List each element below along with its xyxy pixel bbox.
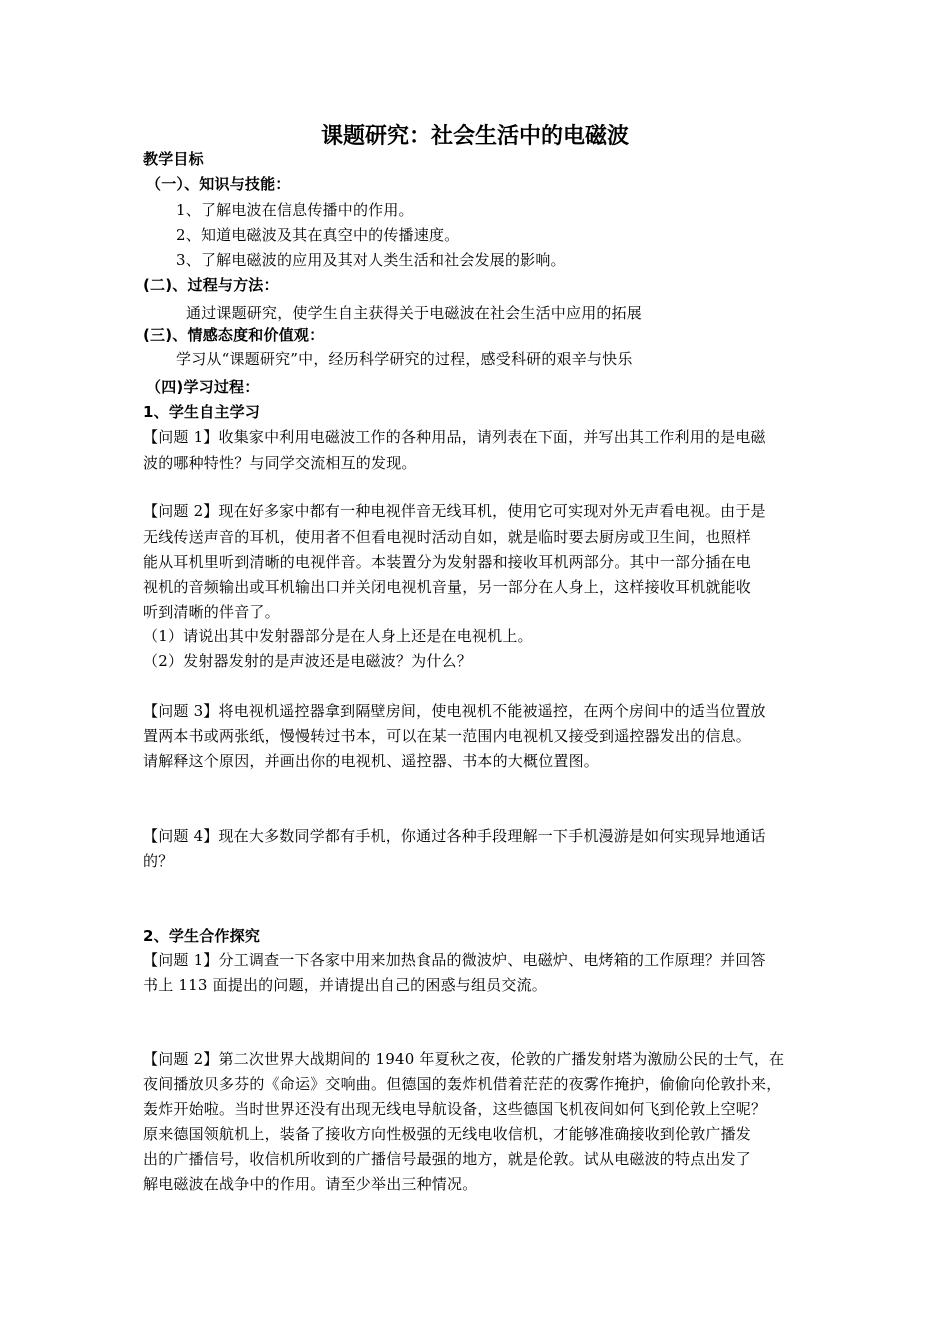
part1-q4-line: 的？ (143, 852, 174, 870)
part1-heading: 1、学生自主学习 (143, 403, 261, 421)
part2-q2-line: 【问题 2】第二次世界大战期间的 1940 年夏秋之夜，伦敦的广播发射塔为激励公民的士气，在 (143, 1050, 785, 1068)
section2-text: 通过课题研究，使学生自主获得关于电磁波在社会生活中应用的拓展 (186, 304, 643, 322)
section1-item-2: 2、知道电磁波及其在真空中的传播速度。 (176, 226, 460, 244)
part2-q2-line: 原来德国领航机上，装备了接收方向性极强的无线电收信机，才能够准确接收到伦敦广播发 (143, 1125, 752, 1143)
part1-q2-line: （1）请说出其中发射器部分是在人身上还是在电视机上。 (143, 627, 533, 645)
page-title: 课题研究：社会生活中的电磁波 (320, 124, 629, 149)
section3-text: 学习从“课题研究”中，经历科学研究的过程，感受科研的艰辛与快乐 (176, 350, 633, 368)
part1-q1-line: 波的哪种特性？与同学交流相互的发现。 (143, 454, 417, 472)
section2-heading: (二)、过程与方法： (143, 276, 279, 294)
part1-q2-line: 【问题 2】现在好多家中都有一种电视伴音无线耳机，使用它可实现对外无声看电视。由于是 (143, 502, 766, 520)
part2-q2-line: 出的广播信号，收信机所收到的广播信号最强的地方，就是伦敦。试从电磁波的特点出发了 (143, 1150, 752, 1168)
part1-q2-line: 无线传送声音的耳机，使用者不但看电视时活动自如，就是临时要去厨房或卫生间，也照样 (143, 528, 752, 546)
section1-item-3: 3、了解电磁波的应用及其对人类生活和社会发展的影响。 (176, 251, 566, 269)
part2-q2-line: 夜间播放贝多芬的《命运》交响曲。但德国的轰炸机借着茫茫的夜雾作掩护，偷偷向伦敦扑来， (143, 1075, 782, 1093)
part2-q1-line: 书上 113 面提出的问题，并请提出自己的困惑与组员交流。 (143, 976, 547, 994)
part1-q2-line: 视机的音频输出或耳机输出口并关闭电视机音量，另一部分在人身上，这样接收耳机就能收 (143, 578, 752, 596)
part1-q1-line: 【问题 1】收集家中利用电磁波工作的各种用品，请列表在下面，并写出其工作利用的是电磁 (143, 428, 766, 446)
part1-q2-line: （2）发射器发射的是声波还是电磁波？为什么？ (143, 652, 472, 670)
section3-heading: (三)、情感态度和价值观： (143, 326, 325, 344)
part2-q2-line: 轰炸开始啦。当时世界还没有出现无线电导航设备，这些德国飞机夜间如何飞到伦敦上空呢？ (143, 1100, 767, 1118)
part1-q2-line: 能从耳机里听到清晰的电视伴音。本装置分为发射器和接收耳机两部分。其中一部分插在电 (143, 553, 752, 571)
objectives-heading: 教学目标 (143, 150, 204, 168)
part1-q3-line: 置两本书或两张纸，慢慢转过书本，可以在某一范围内电视机又接受到遥控器发出的信息。 (143, 727, 752, 745)
part1-q3-line: 【问题 3】将电视机遥控器拿到隔壁房间，使电视机不能被遥控，在两个房间中的适当位置放 (143, 702, 766, 720)
section1-heading: （一）、知识与技能： (146, 175, 291, 193)
part2-heading: 2、学生合作探究 (143, 927, 261, 945)
section1-item-1: 1、了解电波在信息传播中的作用。 (176, 201, 414, 219)
part1-q2-line: 听到清晰的伴音了。 (143, 603, 280, 621)
part2-q2-line: 解电磁波在战争中的作用。请至少举出三种情况。 (143, 1175, 478, 1193)
part1-q4-line: 【问题 4】现在大多数同学都有手机，你通过各种手段理解一下手机漫游是如何实现异地通话 (143, 827, 766, 845)
section4-heading: （四)学习过程： (146, 378, 260, 396)
part2-q1-line: 【问题 1】分工调查一下各家中用来加热食品的微波炉、电磁炉、电烤箱的工作原理？并回答 (143, 951, 766, 969)
part1-q3-line: 请解释这个原因，并画出你的电视机、遥控器、书本的大概位置图。 (143, 752, 600, 770)
